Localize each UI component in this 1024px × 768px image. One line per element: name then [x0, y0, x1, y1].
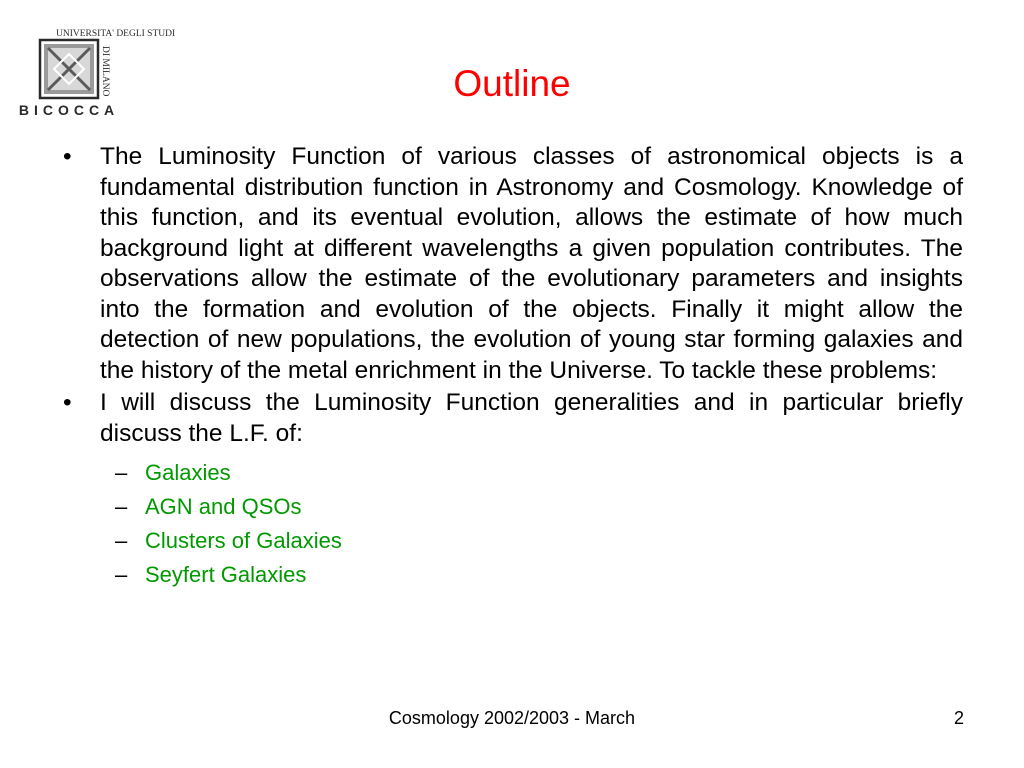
bullet-text: I will discuss the Luminosity Function generalities and in particular briefly discuss the L.F. of:	[100, 389, 963, 447]
slide-title: Outline	[453, 63, 571, 104]
sub-bullet-dash: –	[115, 460, 128, 485]
sub-bullet-item	[115, 558, 963, 592]
sub-bullet-text: Galaxies	[145, 460, 231, 485]
sub-bullet-list	[63, 456, 963, 592]
bullet-item	[63, 142, 963, 386]
sub-bullet-item	[115, 490, 963, 524]
bullet-text: The Luminosity Function of various classes of astronomical objects is a fundamental distribution function in Astronomy and Cosmology. Knowledge of this function, and its eventual evolution, allows the estimate of how much background light at different wavelengths a given population contributes. The observations allow the estimate of the evolutionary parameters and insights into the formation and evolution of the objects. Finally it might allow the detection of new populations, the evolution of young star forming galaxies and the history of the metal enrichment in the Universe. To tackle these problems:	[100, 143, 963, 384]
sub-bullet-text: AGN and QSOs	[145, 494, 302, 519]
logo-side-text: DI MILANO	[100, 46, 110, 97]
sub-bullet-text: Clusters of Galaxies	[145, 528, 342, 553]
logo-top-text: UNIVERSITA' DEGLI STUDI	[56, 29, 176, 39]
sub-bullet-item	[115, 524, 963, 558]
footer-course-text: Cosmology 2002/2003 - March	[388, 708, 636, 728]
bullet-mark: •	[63, 143, 72, 170]
page-number: 2	[953, 708, 964, 728]
sub-bullet-dash: –	[115, 528, 128, 553]
sub-bullet-dash: –	[115, 494, 128, 519]
logo-bottom-text: BICOCCA	[18, 102, 120, 118]
bullet-mark: •	[63, 389, 72, 416]
sub-bullet-dash: –	[115, 562, 128, 587]
slide-content	[63, 142, 963, 592]
sub-bullet-text: Seyfert Galaxies	[145, 562, 307, 587]
sub-bullet-item	[115, 456, 963, 490]
bullet-item	[63, 388, 963, 449]
